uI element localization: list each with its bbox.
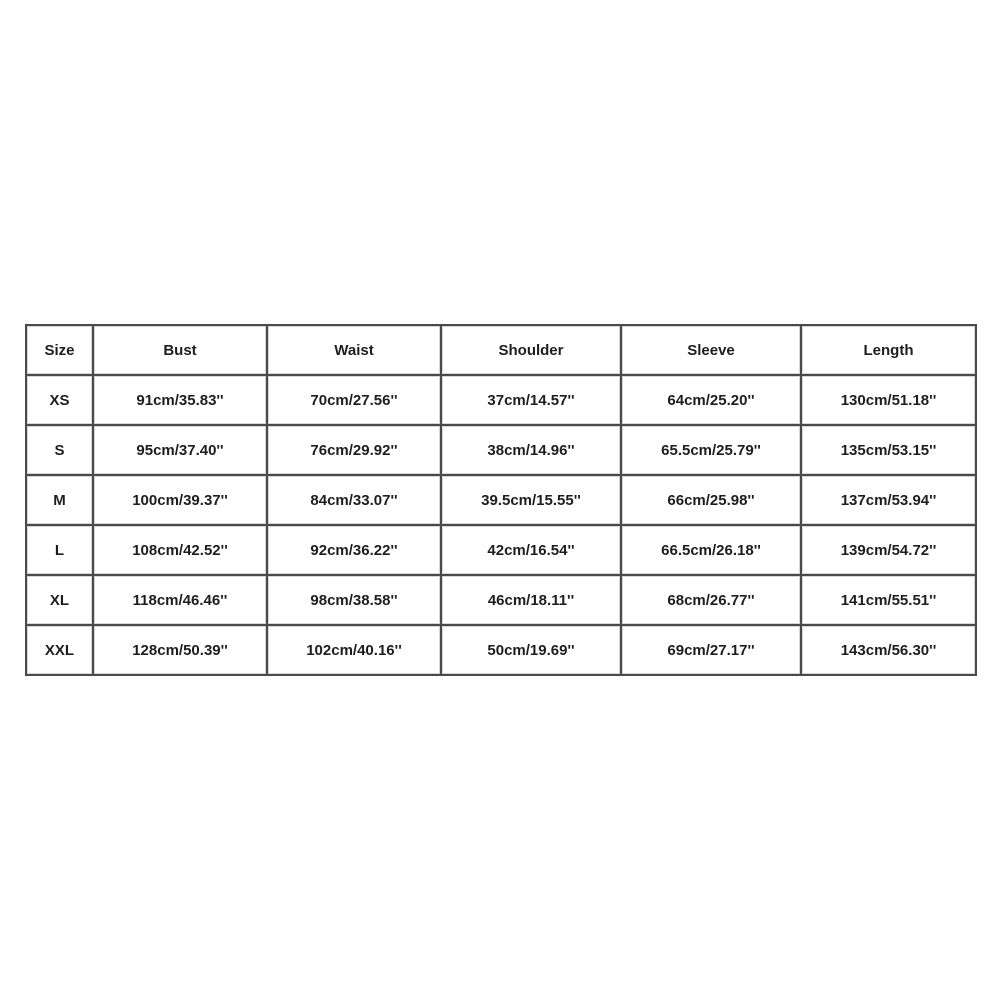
cell-waist: 70cm/27.56'' (267, 375, 441, 425)
cell-length: 139cm/54.72'' (801, 525, 976, 575)
cell-length: 130cm/51.18'' (801, 375, 976, 425)
cell-length: 141cm/55.51'' (801, 575, 976, 625)
cell-sleeve: 65.5cm/25.79'' (621, 425, 801, 475)
cell-sleeve: 64cm/25.20'' (621, 375, 801, 425)
table-row (26, 525, 976, 575)
header-length: Length (801, 325, 976, 375)
cell-waist: 102cm/40.16'' (267, 625, 441, 675)
cell-shoulder: 46cm/18.11'' (441, 575, 621, 625)
cell-length: 143cm/56.30'' (801, 625, 976, 675)
table-row (26, 475, 976, 525)
cell-shoulder: 39.5cm/15.55'' (441, 475, 621, 525)
header-waist: Waist (267, 325, 441, 375)
header-bust: Bust (93, 325, 267, 375)
header-row (26, 325, 976, 375)
header-shoulder: Shoulder (441, 325, 621, 375)
cell-sleeve: 69cm/27.17'' (621, 625, 801, 675)
cell-bust: 118cm/46.46'' (93, 575, 267, 625)
cell-length: 137cm/53.94'' (801, 475, 976, 525)
cell-shoulder: 37cm/14.57'' (441, 375, 621, 425)
table-row (26, 625, 976, 675)
cell-size: XL (26, 575, 93, 625)
header-sleeve: Sleeve (621, 325, 801, 375)
cell-waist: 84cm/33.07'' (267, 475, 441, 525)
cell-size: S (26, 425, 93, 475)
table-row (26, 375, 976, 425)
cell-waist: 76cm/29.92'' (267, 425, 441, 475)
cell-shoulder: 50cm/19.69'' (441, 625, 621, 675)
cell-bust: 108cm/42.52'' (93, 525, 267, 575)
cell-size: XXL (26, 625, 93, 675)
cell-sleeve: 66cm/25.98'' (621, 475, 801, 525)
header-size: Size (26, 325, 93, 375)
cell-bust: 91cm/35.83'' (93, 375, 267, 425)
cell-size: L (26, 525, 93, 575)
cell-shoulder: 38cm/14.96'' (441, 425, 621, 475)
table-row (26, 425, 976, 475)
cell-waist: 98cm/38.58'' (267, 575, 441, 625)
cell-sleeve: 66.5cm/26.18'' (621, 525, 801, 575)
cell-sleeve: 68cm/26.77'' (621, 575, 801, 625)
cell-size: M (26, 475, 93, 525)
cell-shoulder: 42cm/16.54'' (441, 525, 621, 575)
size-chart-table (25, 324, 977, 676)
cell-bust: 128cm/50.39'' (93, 625, 267, 675)
cell-waist: 92cm/36.22'' (267, 525, 441, 575)
cell-size: XS (26, 375, 93, 425)
cell-length: 135cm/53.15'' (801, 425, 976, 475)
cell-bust: 95cm/37.40'' (93, 425, 267, 475)
table-row (26, 575, 976, 625)
cell-bust: 100cm/39.37'' (93, 475, 267, 525)
